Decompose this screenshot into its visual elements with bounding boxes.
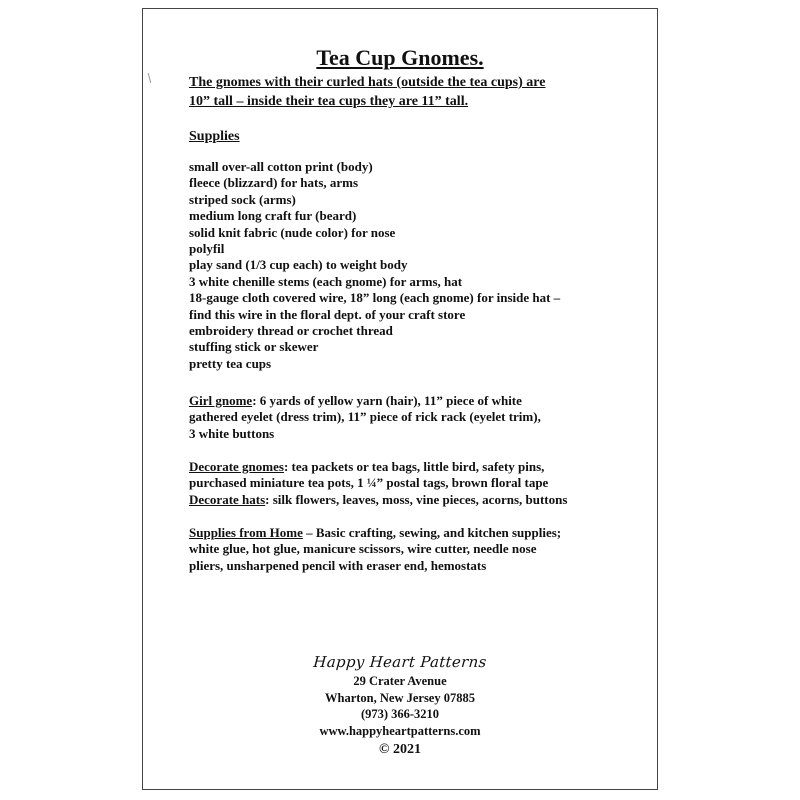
decorate-gnomes-text: purchased miniature tea pots, 1 ¼” postal tags, brown floral tape [189, 475, 549, 491]
supply-item: 3 white chenille stems (each gnome) for arms, hat [189, 273, 463, 289]
supplies-from-home-line-1 [189, 525, 639, 541]
pattern-page [142, 8, 658, 790]
girl-gnome-section [189, 393, 639, 442]
decorate-section [189, 459, 639, 508]
supplies-from-home-text: pliers, unsharpened pencil with eraser end, hemostats [189, 557, 487, 573]
city-state-zip: Wharton, New Jersey 07885 [325, 690, 475, 705]
supply-item: small over-all cotton print (body) [189, 159, 373, 174]
street-address: 29 Crater Avenue [353, 674, 447, 688]
decorate-hats-heading: Decorate hats [189, 491, 266, 507]
subtitle-line: The gnomes with their curled hats (outside the tea cups) are [189, 75, 546, 90]
decorate-gnomes-heading: Decorate gnomes [189, 459, 284, 474]
girl-gnome-heading: Girl gnome [189, 393, 253, 408]
supply-item: embroidery thread or crochet thread [189, 323, 393, 339]
decorate-hats-line [189, 492, 639, 508]
subtitle [189, 73, 629, 111]
supply-item: fleece (blizzard) for hats, arms [189, 175, 359, 191]
supplies-from-home-text: – Basic crafting, sewing, and kitchen supplies; [302, 525, 562, 540]
supplies-from-home-heading: Supplies from Home [189, 525, 303, 540]
supplies-from-home-text: white glue, hot glue, manicure scissors, wire cutter, needle nose [189, 541, 537, 557]
supply-item: find this wire in the floral dept. of your craft store [189, 306, 466, 322]
supply-item: pretty tea cups [189, 355, 272, 371]
scan-mark [148, 73, 152, 83]
girl-gnome-text: : 6 yards of yellow yarn (hair), 11” piece of white [252, 393, 522, 408]
subtitle-line: 10” tall – inside their tea cups they are 11” tall. [189, 94, 469, 109]
brand-name: Happy Heart Patterns [312, 653, 488, 671]
supply-item: 18-gauge cloth covered wire, 18” long (each gnome) for inside hat – [189, 290, 561, 306]
supply-item: play sand (1/3 cup each) to weight body [189, 257, 408, 273]
decorate-gnomes-line-1 [189, 459, 639, 475]
girl-gnome-text: 3 white buttons [189, 425, 275, 441]
copyright: © 2021 [379, 742, 421, 757]
phone-number: (973) 366-3210 [360, 707, 440, 721]
page-title: Tea Cup Gnomes. [316, 45, 484, 70]
supplies-from-home-section [189, 525, 639, 574]
supply-item: medium long craft fur (beard) [189, 208, 357, 224]
footer [143, 651, 657, 761]
supplies-list [189, 159, 639, 372]
decorate-gnomes-text: : tea packets or tea bags, little bird, safety pins, [283, 459, 545, 474]
supply-item: stuffing stick or skewer [189, 339, 319, 355]
supply-item: solid knit fabric (nude color) for nose [189, 224, 396, 240]
girl-gnome-line-1 [189, 393, 639, 409]
supply-item: striped sock (arms) [189, 191, 296, 207]
website: www.happyheartpatterns.com [319, 723, 481, 738]
supplies-heading: Supplies [189, 129, 240, 144]
girl-gnome-text: gathered eyelet (dress trim), 11” piece of rick rack (eyelet trim), [189, 409, 541, 425]
decorate-hats-text: : silk flowers, leaves, moss, vine pieces, acorns, buttons [265, 491, 568, 507]
supply-item: polyfil [189, 241, 225, 257]
